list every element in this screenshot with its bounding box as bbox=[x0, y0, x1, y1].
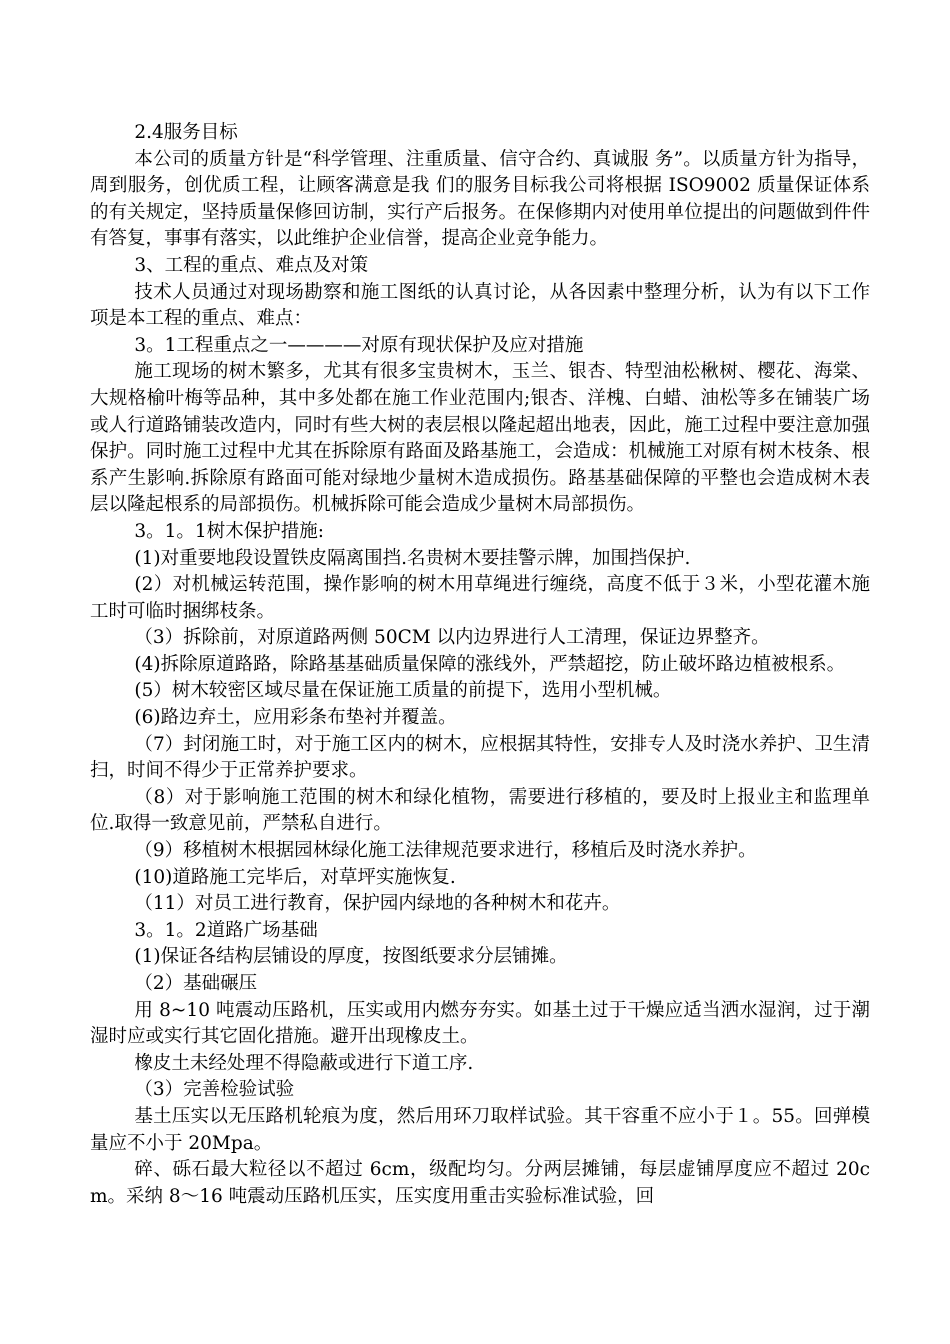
list-item-base-1: (1)保证各结构层铺设的厚度，按图纸要求分层铺摊。 bbox=[134, 946, 568, 968]
subsection-heading-protection: 3。1工程重点之一————对原有现状保护及应对措施 bbox=[134, 334, 584, 356]
list-item-measure-1: (1)对重要地段设置铁皮隔离围挡.名贵树木要挂警示牌，加围挡保护. bbox=[134, 547, 691, 569]
subsection-heading-tree-measures: 3。1。1树木保护措施: bbox=[134, 520, 324, 542]
list-item-measure-4: (4)拆除原道路路，除路基基础质量保障的涨线外，严禁超挖，防止破坏路边植被根系。 bbox=[134, 653, 846, 675]
list-item-measure-11: （11）对员工进行教育，保护园内绿地的各种树木和花卉。 bbox=[134, 893, 621, 915]
paragraph-technical-analysis: 技术人员通过对现场勘察和施工图纸的认真讨论，从各因素中整理分析，认为有以下工作项是本工程的重点、难点： bbox=[90, 281, 870, 330]
paragraph-compaction: 用 8~10 吨震动压路机，压实或用内燃夯夯实。如基土过于干燥应适当洒水湿润，过于潮湿时应或实行其它固化措施。避开出现橡皮土。 bbox=[90, 999, 870, 1048]
document-body bbox=[90, 120, 870, 1210]
section-heading-key-points: 3、工程的重点、难点及对策 bbox=[134, 254, 369, 276]
paragraph-soil-test: 基土压实以无压路机轮痕为度，然后用环刀取样试验。其干容重不应小于１。55。回弹模量应不小于 20Mpa。 bbox=[90, 1105, 870, 1154]
list-item-measure-3: （3）拆除前，对原道路两侧 50CM 以内边界进行人工清理，保证边界整齐。 bbox=[134, 627, 770, 649]
list-item-measure-8: （8）对于影响施工范围的树木和绿化植物，需要进行移植的，要及时上报业主和监理单位.取得一致意见前，严禁私自进行。 bbox=[90, 786, 870, 835]
paragraph-site-trees: 施工现场的树木繁多，尤其有很多宝贵树木，玉兰、银杏、特型油松楸树、樱花、海棠、大规格榆叶梅等品种，其中多处都在施工作业范围内;银杏、洋槐、白蜡、油松等多在铺装广场或人行道路铺装改造内，同时有些大树的表层根以隆起超出地表，因此，施工过程中要注意加强保护。同时施工过程中尤其在拆除原有路面及路基施工，会造成：机械施工对原有树木枝条、根系产生影响.拆除原有路面可能对绿地少量树木造成损伤。路基基础保障的平整也会造成树木表层以隆起根系的局部损伤。机械拆除可能会造成少量树木局部损伤。 bbox=[90, 361, 870, 516]
list-item-measure-7: （7）封闭施工时，对于施工区内的树木，应根据其特性，安排专人及时浇水养护、卫生清扫，时间不得少于正常养护要求。 bbox=[90, 733, 870, 782]
paragraph-gravel: 碎、砾石最大粒径以不超过 6cm，级配均匀。分两层摊铺，每层虚铺厚度应不超过 20cm。采纳 8～16 吨震动压路机压实，压实度用重击实验标准试验，回 bbox=[90, 1159, 870, 1207]
paragraph-quality-policy: 本公司的质量方针是“科学管理、注重质量、信守合约、真诚服 务”。以质量方针为指导，周到服务，创优质工程，让顾客满意是我 们的服务目标我公司将根据 ISO9002 质量保证体系的有关规定，坚持质量保修回访制，实行产后报务。在保修期内对使用单位提出的问题做到件件有答复，事事有落实，以此维护企业信誉，提高企业竞争能力。 bbox=[90, 148, 870, 250]
subsection-heading-road-base: 3。1。2道路广场基础 bbox=[134, 919, 318, 941]
list-item-measure-10: (10)道路施工完毕后，对草坪实施恢复. bbox=[134, 866, 456, 888]
list-item-base-2: （2）基础碾压 bbox=[134, 973, 258, 994]
list-item-measure-6: (6)路边弃土，应用彩条布垫衬并覆盖。 bbox=[134, 707, 457, 729]
list-item-measure-9: （9）移植树木根据园林绿化施工法律规范要求进行，移植后及时浇水养护。 bbox=[134, 840, 757, 862]
list-item-measure-2: (2）对机械运转范围，操作影响的树木用草绳进行缠绕，高度不低于３米，小型花灌木施工时可临时捆绑枝条。 bbox=[90, 574, 870, 622]
section-heading-service-goal: 2.4服务目标 bbox=[134, 122, 238, 143]
list-item-measure-5: (5）树木较密区域尽量在保证施工质量的前提下，选用小型机械。 bbox=[134, 680, 672, 702]
paragraph-rubber-soil: 橡皮土未经处理不得隐蔽或进行下道工序. bbox=[134, 1052, 474, 1074]
list-item-base-3: （3）完善检验试验 bbox=[134, 1079, 295, 1101]
